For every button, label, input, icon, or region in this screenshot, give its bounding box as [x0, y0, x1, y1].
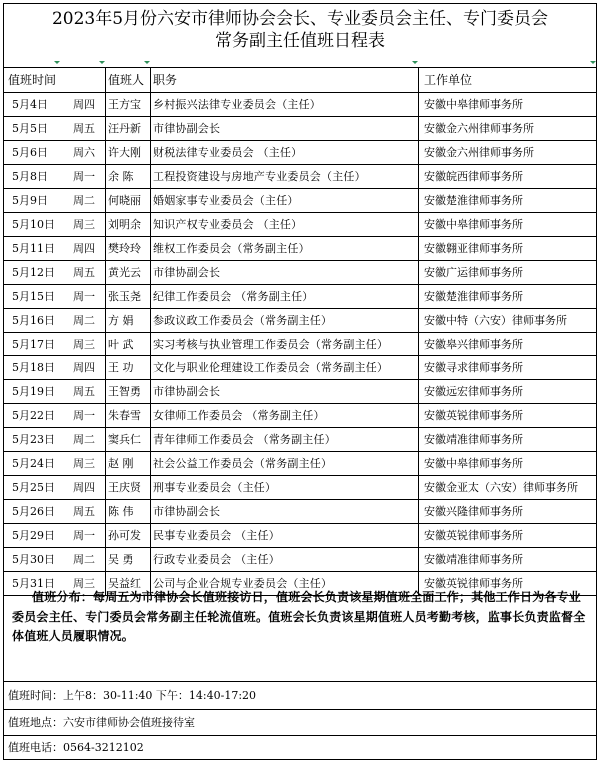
row-duty: 乡村振兴法律专业委员会（主任） [153, 98, 321, 111]
row-weekday: 周五 [73, 121, 95, 135]
footer-divider [4, 681, 596, 682]
row-weekday: 周二 [73, 433, 95, 447]
row-unit: 安徽金六州律师事务所 [424, 145, 534, 159]
header-duty: 职务 [153, 73, 178, 87]
row-unit: 安徽英锐律师事务所 [424, 409, 523, 423]
table-row [4, 117, 596, 141]
filter-arrow-icon[interactable] [144, 61, 149, 66]
row-person: 余 陈 [108, 169, 134, 183]
header-time: 值班时间 [8, 73, 57, 87]
row-duty: 婚姻家事专业委员会（主任） [153, 193, 299, 207]
row-duty: 青年律师工作委员会 （常务副主任） [153, 433, 336, 447]
row-person: 窦兵仁 [108, 433, 141, 447]
row-duty: 市律协副会长 [153, 505, 221, 519]
table-row [4, 428, 596, 452]
row-duty: 市律协副会长 [153, 265, 221, 279]
row-unit: 安徽中皋律师事务所 [424, 217, 523, 231]
row-unit: 安徽金六州律师事务所 [424, 121, 534, 135]
row-date: 5月25日 [12, 481, 55, 495]
table-row [4, 476, 596, 500]
row-person: 张玉尧 [108, 289, 141, 303]
table-row [4, 380, 596, 404]
row-unit: 安徽楚淮律师事务所 [424, 289, 523, 303]
row-date: 5月12日 [12, 265, 55, 279]
row-date: 5月24日 [12, 457, 55, 471]
row-unit: 安徽皖西律师事务所 [424, 169, 523, 183]
row-duty: 公司与企业合规专业委员会（主任） [153, 577, 333, 591]
row-weekday: 周五 [73, 505, 95, 519]
row-person: 王 功 [108, 361, 134, 375]
row-unit: 安徽金亚太（六安）律师事务所 [424, 481, 578, 495]
row-person: 赵 刚 [108, 457, 134, 471]
row-weekday: 周六 [73, 145, 95, 159]
row-person: 刘明余 [108, 217, 141, 231]
row-weekday: 周五 [73, 385, 95, 399]
row-date: 5月11日 [12, 241, 55, 255]
table-row [4, 189, 596, 213]
duty-distribution-note: 值班分布：每周五为市律协会长值班接访日，值班会长负责该星期值班全面工作；其他工作日为各专业委员会主任、专门委员会常务副主任轮流值班。值班会长负责该星期值班人员考勤考核，监事长负责监督全体值班人员履职情况。 [12, 590, 586, 643]
row-weekday: 周四 [73, 361, 95, 375]
table-row [4, 237, 596, 261]
table-row [4, 309, 596, 333]
row-person: 叶 武 [108, 337, 134, 351]
row-date: 5月31日 [12, 577, 55, 591]
duty-schedule-sheet [3, 3, 597, 760]
row-unit: 安徽中皋律师事务所 [424, 98, 523, 111]
row-date: 5月17日 [12, 337, 55, 351]
filter-arrow-icon[interactable] [590, 61, 595, 66]
row-weekday: 周四 [73, 98, 95, 111]
table-row [4, 500, 596, 524]
footer-divider [4, 709, 596, 710]
footer-divider [4, 735, 596, 736]
row-unit: 安徽兴隆律师事务所 [424, 505, 523, 519]
row-date: 5月4日 [12, 98, 48, 111]
row-date: 5月29日 [12, 529, 55, 543]
row-date: 5月26日 [12, 505, 55, 519]
row-person: 樊玲玲 [108, 241, 141, 255]
row-weekday: 周四 [73, 481, 95, 495]
row-duty: 实习考核与执业管理工作委员会（常务副主任） [153, 337, 389, 351]
row-duty: 刑事专业委员会（主任） [153, 481, 277, 495]
row-unit: 安徽英锐律师事务所 [424, 529, 523, 543]
row-duty: 维权工作委员会（常务副主任） [153, 241, 310, 255]
row-date: 5月23日 [12, 433, 55, 447]
table-row [4, 261, 596, 285]
row-unit: 安徽寻求律师事务所 [424, 361, 523, 375]
duty-phone: 值班电话：0564-3212102 [8, 741, 144, 754]
row-date: 5月5日 [12, 121, 48, 135]
row-person: 吴益红 [108, 577, 141, 591]
table-row [4, 524, 596, 548]
row-weekday: 周一 [73, 409, 95, 423]
row-date: 5月30日 [12, 553, 55, 567]
row-date: 5月22日 [12, 409, 55, 423]
row-person: 陈 伟 [108, 505, 134, 519]
row-person: 黄光云 [108, 265, 141, 279]
header-unit: 工作单位 [424, 73, 473, 87]
table-row [4, 165, 596, 189]
row-duty: 参政议政工作委员会（常务副主任） [153, 313, 333, 327]
row-unit: 安徽靖准律师事务所 [424, 553, 523, 567]
title-line-1: 2023年5月份六安市律师协会会长、专业委员会主任、专门委员会 [51, 9, 549, 29]
row-date: 5月6日 [12, 145, 48, 159]
row-person: 朱春雪 [108, 409, 141, 423]
row-duty: 纪律工作委员会 （常务副主任） [153, 289, 314, 303]
row-duty: 女律师工作委员会 （常务副主任） [153, 409, 325, 423]
row-unit: 安徽中特（六安）律师事务所 [424, 313, 567, 327]
row-weekday: 周二 [73, 313, 95, 327]
row-weekday: 周四 [73, 241, 95, 255]
table-row [4, 452, 596, 476]
table-row [4, 404, 596, 428]
row-person: 吴 勇 [108, 553, 134, 567]
row-duty: 市律协副会长 [153, 385, 221, 399]
row-duty: 民事专业委员会 （主任） [153, 529, 280, 543]
row-unit: 安徽楚淮律师事务所 [424, 193, 523, 207]
table-row [4, 356, 596, 380]
row-person: 王智勇 [108, 385, 141, 399]
row-unit: 安徽英锐律师事务所 [424, 577, 523, 591]
row-weekday: 周三 [73, 577, 95, 591]
row-person: 方 娟 [108, 313, 134, 327]
duty-hours: 值班时间：上午8：30-11:40 下午：14:40-17:20 [8, 689, 257, 702]
row-person: 王庆贤 [108, 481, 141, 495]
table-row [4, 333, 596, 357]
row-weekday: 周一 [73, 289, 95, 303]
header-person: 值班人 [108, 73, 145, 87]
row-date: 5月15日 [12, 289, 55, 303]
row-date: 5月19日 [12, 385, 55, 399]
row-weekday: 周三 [73, 217, 95, 231]
title-line-2: 常务副主任值班日程表 [215, 31, 385, 51]
table-row [4, 213, 596, 237]
row-duty: 社会公益工作委员会（常务副主任） [153, 457, 333, 471]
row-date: 5月9日 [12, 193, 48, 207]
row-weekday: 周二 [73, 193, 95, 207]
row-duty: 财税法律专业委员会 （主任） [153, 145, 303, 159]
row-date: 5月8日 [12, 169, 48, 183]
row-unit: 安徽皋兴律师事务所 [424, 337, 523, 351]
filter-arrow-icon[interactable] [412, 61, 417, 66]
row-duty: 市律协副会长 [153, 121, 221, 135]
row-person: 王方宝 [108, 98, 141, 111]
table-row [4, 93, 596, 117]
row-person: 孙可发 [108, 529, 141, 543]
row-date: 5月10日 [12, 217, 55, 231]
filter-arrow-icon[interactable] [54, 61, 59, 66]
row-person: 许大刚 [108, 145, 141, 159]
table-row [4, 548, 596, 572]
row-unit: 安徽远宏律师事务所 [424, 385, 523, 399]
page-title [4, 8, 596, 52]
row-duty: 知识产权专业委员会 （主任） [153, 217, 303, 231]
row-person: 汪丹新 [108, 121, 141, 135]
table-row [4, 285, 596, 309]
table-row [4, 141, 596, 165]
row-duty: 文化与职业伦理建设工作委员会（常务副主任） [153, 361, 389, 375]
row-duty: 工程投资建设与房地产专业委员会（主任） [153, 169, 366, 183]
row-weekday: 周三 [73, 337, 95, 351]
row-weekday: 周一 [73, 529, 95, 543]
row-unit: 安徽翱亚律师事务所 [424, 241, 523, 255]
row-unit: 安徽中皋律师事务所 [424, 457, 523, 471]
filter-arrow-icon[interactable] [99, 61, 104, 66]
row-person: 何晓丽 [108, 193, 141, 207]
row-unit: 安徽广运律师事务所 [424, 265, 523, 279]
row-date: 5月16日 [12, 313, 55, 327]
row-duty: 行政专业委员会 （主任） [153, 553, 280, 567]
row-date: 5月18日 [12, 361, 55, 375]
row-weekday: 周二 [73, 553, 95, 567]
row-weekday: 周五 [73, 265, 95, 279]
row-weekday: 周一 [73, 169, 95, 183]
row-weekday: 周三 [73, 457, 95, 471]
row-unit: 安徽靖准律师事务所 [424, 433, 523, 447]
duty-location: 值班地点：六安市律师协会值班接待室 [8, 716, 195, 729]
